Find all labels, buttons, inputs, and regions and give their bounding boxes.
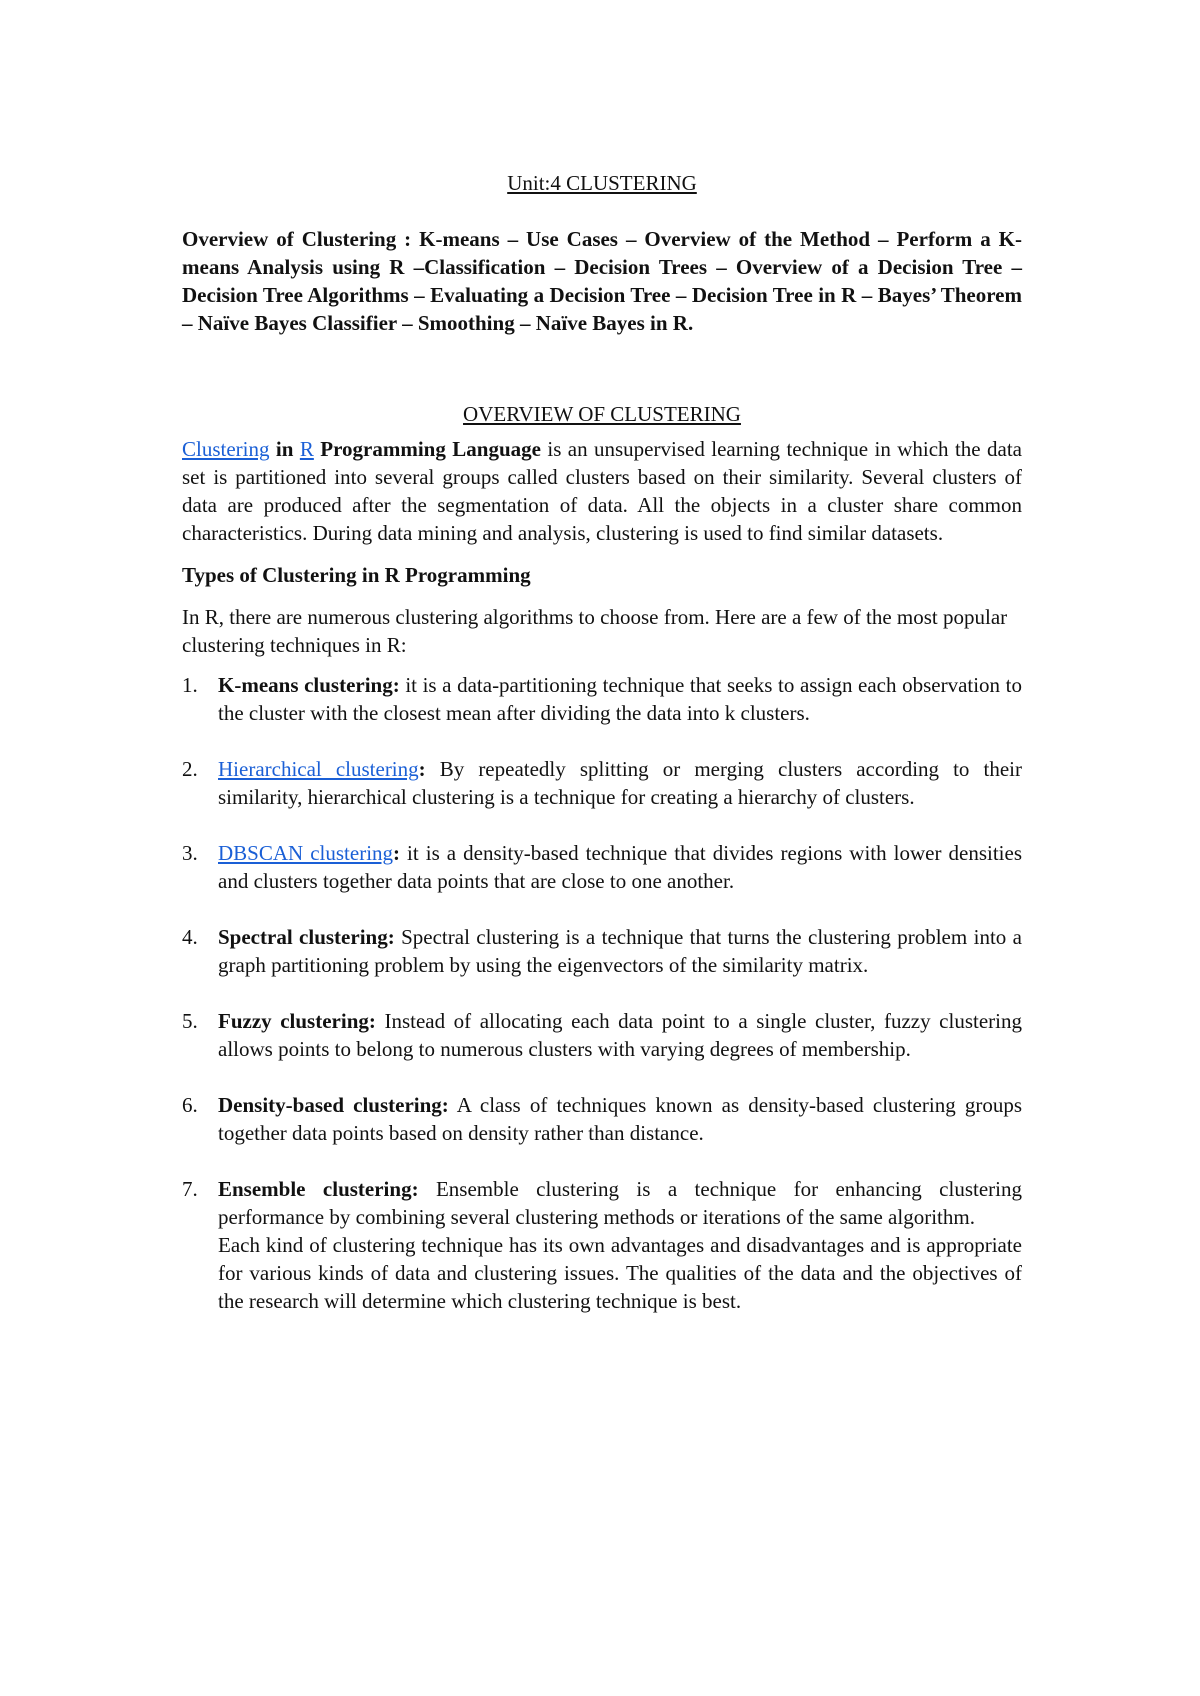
- list-desc: Spectral clustering is a technique that turns the clustering problem into a graph partitioning problem by using the eigenvectors of the similarity matrix.: [218, 925, 1022, 977]
- list-term: K-means clustering:: [218, 673, 400, 697]
- list-term: Density-based clustering:: [218, 1093, 449, 1117]
- list-item: [182, 671, 1022, 727]
- intro-in-word: in: [269, 437, 300, 461]
- clustering-link[interactable]: Clustering: [182, 437, 270, 461]
- list-item: [182, 1175, 1022, 1315]
- list-number: 6.: [182, 1093, 198, 1117]
- dbscan-clustering-link[interactable]: DBSCAN clustering: [218, 841, 394, 865]
- list-item: [182, 1091, 1022, 1147]
- list-desc: it is a data-partitioning technique that seeks to assign each observation to the cluster with the closest mean after dividing the data into k clusters.: [218, 673, 1022, 725]
- list-number: 5.: [182, 1009, 198, 1033]
- intro-text: is an unsupervised learning technique in which the data set is partitioned into several groups called clusters based on their similarity. Several clusters of data are produced after the segmentation of data. All the objects in a cluster share common characteristics. During data mining and analysis, clustering is used to find similar datasets.: [182, 437, 1022, 545]
- types-heading: Types of Clustering in R Programming: [182, 563, 531, 587]
- list-number: 1.: [182, 673, 198, 697]
- list-colon: :: [418, 757, 426, 781]
- list-desc: By repeatedly splitting or merging clusters according to their similarity, hierarchical clustering is a technique for creating a hierarchy of clusters.: [218, 757, 1022, 809]
- intro-bold-rest: Programming Language: [313, 437, 541, 461]
- syllabus-paragraph: Overview of Clustering : K-means – Use Cases – Overview of the Method – Perform a K-means Analysis using R –Classification – Decision Trees – Overview of a Decision Tree – Decision Tree Algorithms – Evaluating a Decision Tree – Decision Tree in R – Bayes’ Theorem – Naïve Bayes Classifier – Smoothing – Naïve Bayes in R.: [182, 227, 1022, 335]
- list-term: Ensemble clustering:: [218, 1177, 419, 1201]
- hierarchical-clustering-link[interactable]: Hierarchical clustering: [218, 757, 419, 781]
- list-term: Fuzzy clustering:: [218, 1009, 376, 1033]
- list-number: 3.: [182, 841, 198, 865]
- list-desc: Instead of allocating each data point to a single cluster, fuzzy clustering allows points to belong to numerous clusters with varying degrees of membership.: [218, 1009, 1022, 1061]
- list-number: 2.: [182, 757, 198, 781]
- document-page: [182, 170, 1022, 1343]
- list-desc: Ensemble clustering is a technique for enhancing clustering performance by combining several clustering methods or iterations of the same algorithm.: [218, 1177, 1022, 1229]
- list-desc: it is a density-based technique that divides regions with lower densities and clusters together data points that are close to one another.: [218, 841, 1022, 893]
- list-number: 4.: [182, 925, 198, 949]
- types-intro: In R, there are numerous clustering algorithms to choose from. Here are a few of the most popular clustering techniques in R:: [182, 605, 1008, 657]
- list-item: [182, 839, 1022, 895]
- clustering-types-list: [182, 671, 1022, 1315]
- list-colon: :: [393, 841, 401, 865]
- list-item: [182, 923, 1022, 979]
- list-term: Spectral clustering:: [218, 925, 395, 949]
- list-desc: A class of techniques known as density-based clustering groups together data points based on density rather than distance.: [218, 1093, 1022, 1145]
- r-link[interactable]: R: [299, 437, 314, 461]
- list-item: [182, 755, 1022, 811]
- unit-title: Unit:4 CLUSTERING: [507, 171, 697, 195]
- section-heading: OVERVIEW OF CLUSTERING: [463, 402, 741, 426]
- list-number: 7.: [182, 1177, 198, 1201]
- list-item: [182, 1007, 1022, 1063]
- intro-paragraph: [182, 435, 1022, 547]
- closing-paragraph: Each kind of clustering technique has its own advantages and disadvantages and is appropriate for various kinds of data and clustering issues. The qualities of the data and the objectives of the research will determine which clustering technique is best.: [218, 1233, 1022, 1313]
